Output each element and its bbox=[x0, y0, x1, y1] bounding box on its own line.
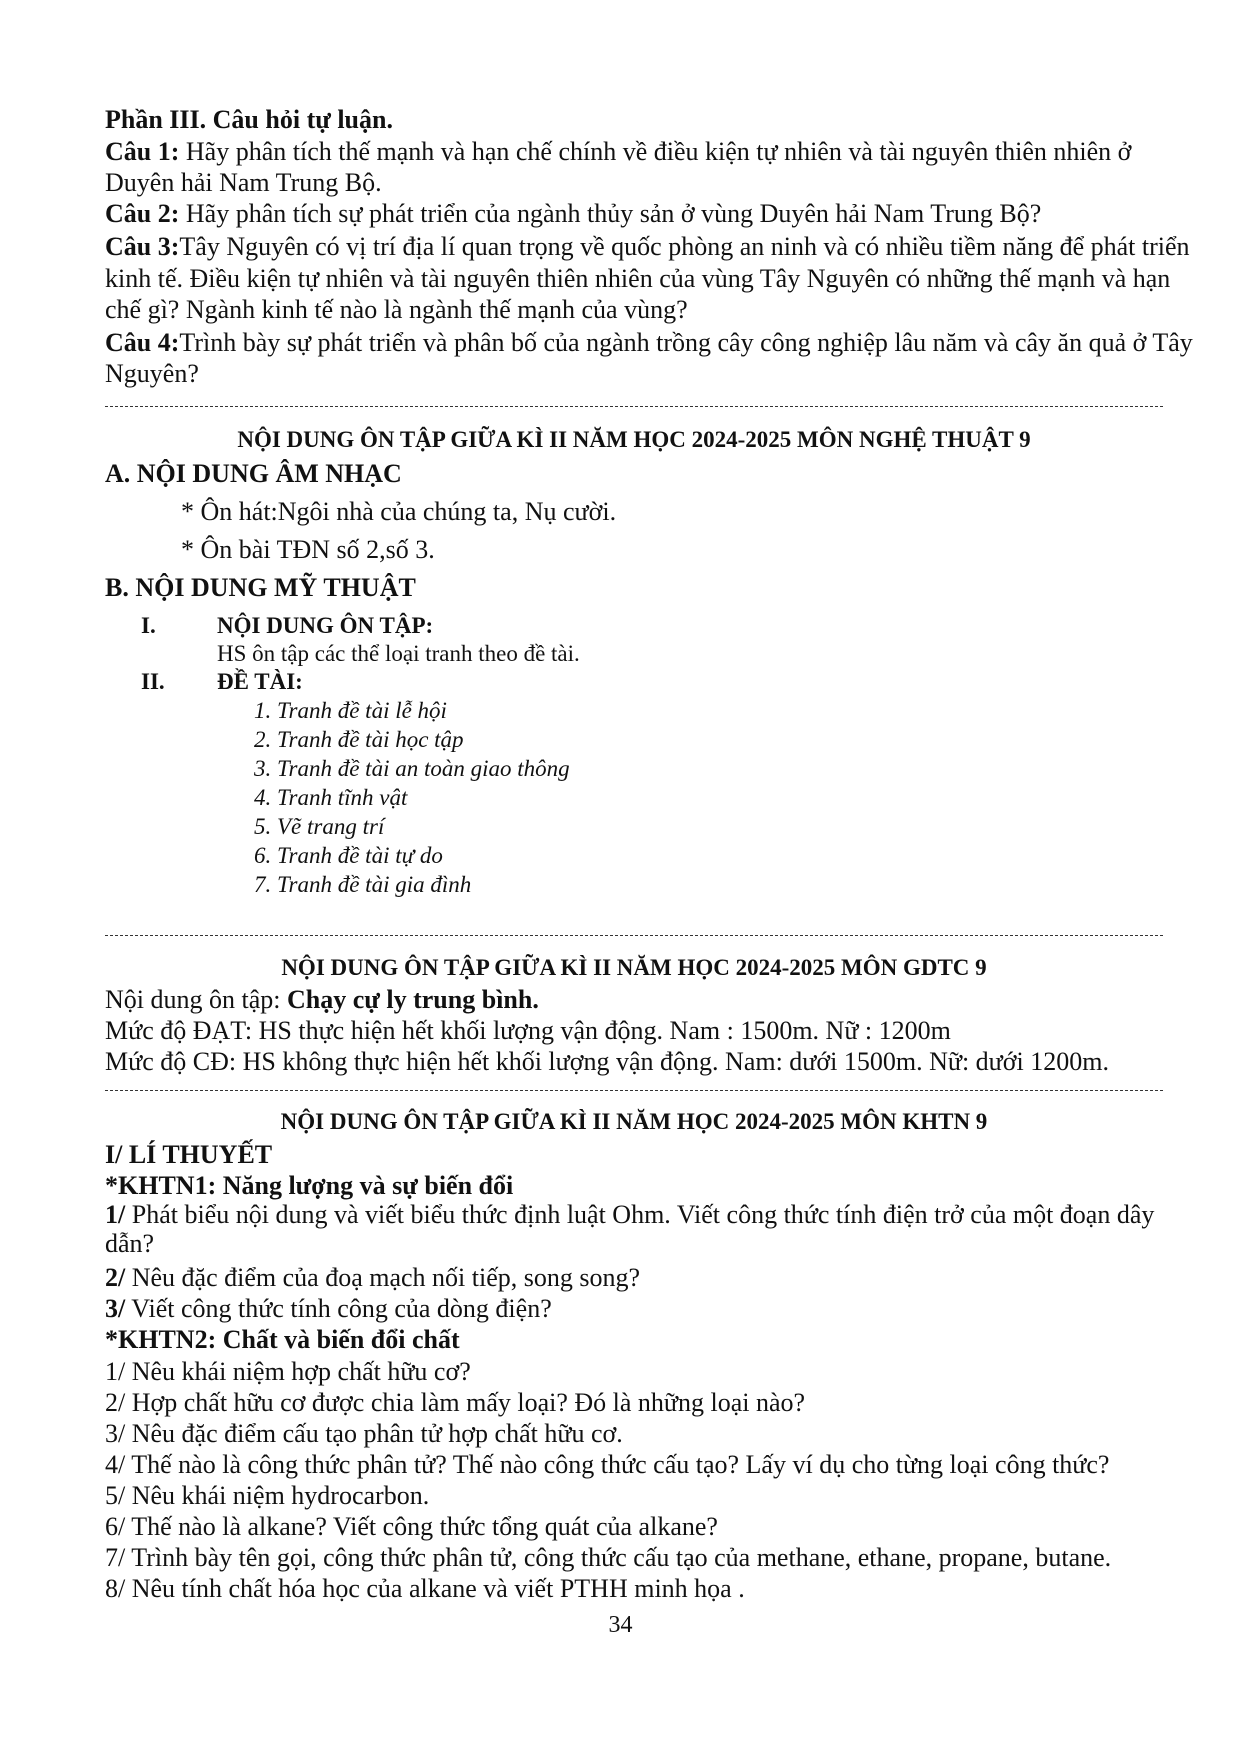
khtn1-item-3-text: Viết công thức tính công của dòng điện? bbox=[125, 1294, 552, 1323]
pe-pass-line: Mức độ ĐẠT: HS thực hiện hết khối lượng vận động. Nam : 1500m. Nữ : 1200m bbox=[105, 1016, 951, 1045]
question-2 bbox=[105, 198, 1195, 230]
khtn1-title: *KHTN1: Năng lượng và sự biến đổi bbox=[105, 1171, 514, 1200]
separator-1 bbox=[105, 406, 1163, 407]
topic-item: 2. Tranh đề tài học tập bbox=[254, 727, 464, 752]
music-title: A. NỘI DUNG ÂM NHẠC bbox=[105, 459, 402, 488]
fine-art-sec2-title: ĐỀ TÀI: bbox=[217, 669, 303, 694]
topic-item: 6. Tranh đề tài tự do bbox=[254, 843, 443, 868]
fine-art-sec1-text: HS ôn tập các thể loại tranh theo đề tài. bbox=[217, 641, 580, 666]
question-4 bbox=[105, 327, 1195, 389]
khtn1-item-3-num: 3/ bbox=[105, 1294, 126, 1323]
question-3-text: Tây Nguyên có vị trí địa lí quan trọng về quốc phòng an ninh và có nhiều tiềm năng để phát triển kinh tế. Điều kiện tự nhiên và tài nguyên thiên nhiên của vùng Tây Nguyên có những thế mạnh và hạn chế gì? Ngành kinh tế nào là ngành thế mạnh của vùng? bbox=[105, 232, 1190, 324]
khtn2-item: 8/ Nêu tính chất hóa học của alkane và viết PTHH minh họa . bbox=[105, 1574, 745, 1603]
khtn1-item-1-num: 1/ bbox=[105, 1200, 126, 1229]
khtn1-item-1 bbox=[105, 1200, 1200, 1258]
part3-title: Phần III. Câu hỏi tự luận. bbox=[105, 105, 393, 134]
question-2-text: Hãy phân tích sự phát triển của ngành thủy sản ở vùng Duyên hải Nam Trung Bộ? bbox=[179, 199, 1042, 228]
topic-item: 1. Tranh đề tài lễ hội bbox=[254, 698, 447, 723]
question-3 bbox=[105, 231, 1195, 326]
theory-title: I/ LÍ THUYẾT bbox=[105, 1140, 273, 1169]
pe-content bbox=[105, 984, 539, 1016]
question-4-text: Trình bày sự phát triển và phân bố của ngành trồng cây công nghiệp lâu năm và cây ăn quả ở Tây Nguyên? bbox=[105, 328, 1193, 388]
khtn2-item: 6/ Thế nào là alkane? Viết công thức tổng quát của alkane? bbox=[105, 1512, 718, 1541]
khtn1-item-1-text: Phát biểu nội dung và viết biểu thức định luật Ohm. Viết công thức tính điện trở của một đoạn dây dẫn? bbox=[105, 1200, 1155, 1258]
khtn2-item: 2/ Hợp chất hữu cơ được chia làm mấy loại? Đó là những loại nào? bbox=[105, 1388, 806, 1417]
khtn1-item-2-num: 2/ bbox=[105, 1263, 126, 1292]
science-heading: NỘI DUNG ÔN TẬP GIỮA KÌ II NĂM HỌC 2024-2025 MÔN KHTN 9 bbox=[280, 1109, 988, 1134]
arts-heading: NỘI DUNG ÔN TẬP GIỮA KÌ II NĂM HỌC 2024-2025 MÔN NGHỆ THUẬT 9 bbox=[237, 427, 1031, 452]
khtn2-item: 4/ Thế nào là công thức phân tử? Thế nào công thức cấu tạo? Lấy ví dụ cho từng loại công thức? bbox=[105, 1450, 1110, 1479]
topic-item: 5. Vẽ trang trí bbox=[254, 814, 385, 839]
question-1 bbox=[105, 136, 1195, 198]
pe-content-value: Chạy cự ly trung bình. bbox=[287, 985, 539, 1014]
khtn2-item: 3/ Nêu đặc điểm cấu tạo phân tử hợp chất hữu cơ. bbox=[105, 1419, 623, 1448]
khtn2-item: 7/ Trình bày tên gọi, công thức phân tử, công thức cấu tạo của methane, ethane, propane, butane. bbox=[105, 1543, 1112, 1572]
question-1-label: Câu 1: bbox=[105, 137, 180, 166]
khtn1-item-2 bbox=[105, 1262, 640, 1294]
khtn2-item: 1/ Nêu khái niệm hợp chất hữu cơ? bbox=[105, 1357, 471, 1386]
separator-3 bbox=[105, 1090, 1163, 1091]
khtn1-item-2-text: Nêu đặc điểm của đoạ mạch nối tiếp, song song? bbox=[125, 1263, 641, 1292]
pe-content-label: Nội dung ôn tập: bbox=[105, 985, 287, 1014]
khtn2-title: *KHTN2: Chất và biến đổi chất bbox=[105, 1325, 460, 1354]
fine-art-sec1-title: NỘI DUNG ÔN TẬP: bbox=[217, 613, 434, 638]
khtn1-item-3 bbox=[105, 1293, 552, 1325]
question-4-label: Câu 4: bbox=[105, 328, 180, 357]
pe-heading: NỘI DUNG ÔN TẬP GIỮA KÌ II NĂM HỌC 2024-2025 MÔN GDTC 9 bbox=[281, 955, 987, 980]
question-2-label: Câu 2: bbox=[105, 199, 180, 228]
khtn2-item: 5/ Nêu khái niệm hydrocarbon. bbox=[105, 1481, 430, 1510]
separator-2 bbox=[105, 935, 1163, 936]
fine-art-sec1-num: I. bbox=[141, 613, 156, 638]
fine-art-sec2-num: II. bbox=[141, 669, 165, 694]
music-item-2: * Ôn bài TĐN số 2,số 3. bbox=[181, 535, 435, 564]
question-3-label: Câu 3: bbox=[105, 232, 180, 261]
page-number: 34 bbox=[608, 1612, 633, 1638]
music-item-1: * Ôn hát:Ngôi nhà của chúng ta, Nụ cười. bbox=[181, 497, 617, 526]
fine-art-title: B. NỘI DUNG MỸ THUẬT bbox=[105, 573, 416, 602]
pe-fail-line: Mức độ CĐ: HS không thực hiện hết khối lượng vận động. Nam: dưới 1500m. Nữ: dưới 1200m. bbox=[105, 1047, 1109, 1076]
topic-item: 7. Tranh đề tài gia đình bbox=[254, 872, 472, 897]
question-1-text: Hãy phân tích thế mạnh và hạn chế chính về điều kiện tự nhiên và tài nguyên thiên nhiên ở Duyên hải Nam Trung Bộ. bbox=[105, 137, 1132, 197]
topic-item: 4. Tranh tĩnh vật bbox=[254, 785, 408, 810]
topic-item: 3. Tranh đề tài an toàn giao thông bbox=[254, 756, 570, 781]
